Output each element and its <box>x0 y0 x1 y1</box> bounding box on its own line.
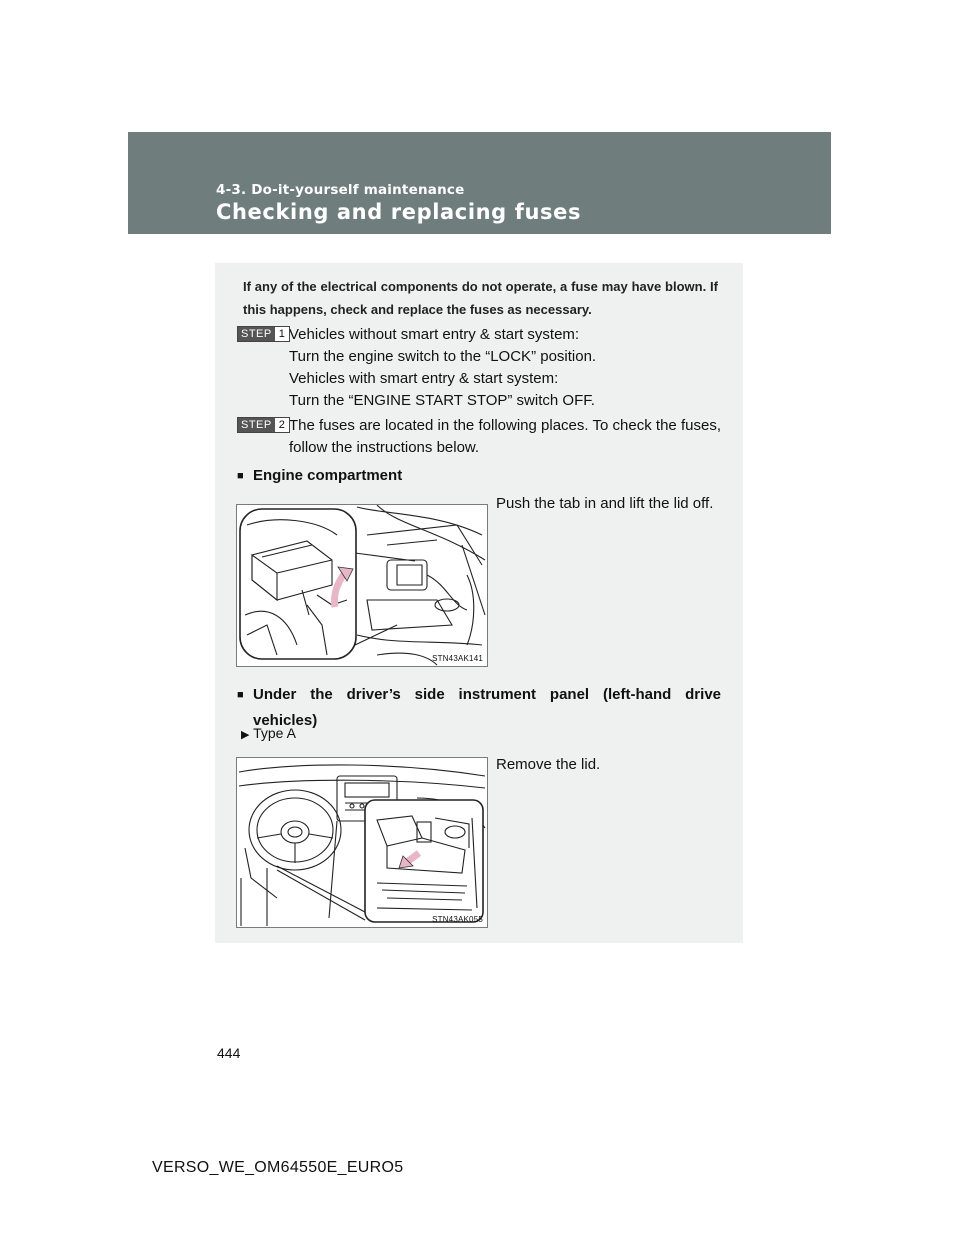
step-badge-label: STEP <box>238 418 275 432</box>
step-badge-number: 2 <box>275 418 289 432</box>
step-line: Turn the “ENGINE START STOP” switch OFF. <box>289 392 595 409</box>
page-number: 444 <box>217 1045 241 1061</box>
instrument-panel-description: Remove the lid. <box>496 756 601 773</box>
step-2 <box>237 415 721 459</box>
step-text: The fuses are located in the following places. To check the fuses, follow the instructions below. <box>289 417 721 456</box>
section-heading-instrument-panel: ■ Under the driver’s side instrument panel (left-hand drive vehicles) <box>237 682 721 734</box>
engine-description: Push the tab in and lift the lid off. <box>496 495 714 512</box>
step-badge-number: 1 <box>275 327 289 341</box>
step-line: Vehicles without smart entry & start system: <box>289 326 580 343</box>
figure-code: STN43AK055 <box>432 915 483 924</box>
step-line: Vehicles with smart entry & start system: <box>289 370 559 387</box>
instrument-panel-illustration <box>236 757 488 928</box>
intro-text: If any of the electrical components do not operate, a fuse may have blown. If this happens, check and replace the fuses as necessary. <box>243 279 718 317</box>
engine-illustration-svg <box>237 505 487 666</box>
step-badge <box>237 326 290 342</box>
content-panel <box>215 263 743 943</box>
engine-compartment-illustration <box>236 504 488 667</box>
section-heading-engine: ■ Engine compartment <box>237 463 721 489</box>
document-footer: VERSO_WE_OM64550E_EURO5 <box>152 1159 404 1176</box>
step-1 <box>237 324 721 412</box>
step-line: Turn the engine switch to the “LOCK” position. <box>289 348 597 365</box>
square-bullet-icon: ■ <box>237 689 244 701</box>
page-header <box>128 132 831 234</box>
triangle-right-icon: ▶ <box>241 729 250 741</box>
instrument-illustration-svg <box>237 758 487 927</box>
step-badge-label: STEP <box>238 327 275 341</box>
page-title: Checking and replacing fuses <box>216 200 582 224</box>
step-badge <box>237 417 290 433</box>
section-label: 4-3. Do-it-yourself maintenance <box>216 182 465 198</box>
figure-code: STN43AK141 <box>432 654 483 663</box>
type-a-label: ▶ Type A <box>241 725 296 741</box>
square-bullet-icon: ■ <box>237 470 244 482</box>
